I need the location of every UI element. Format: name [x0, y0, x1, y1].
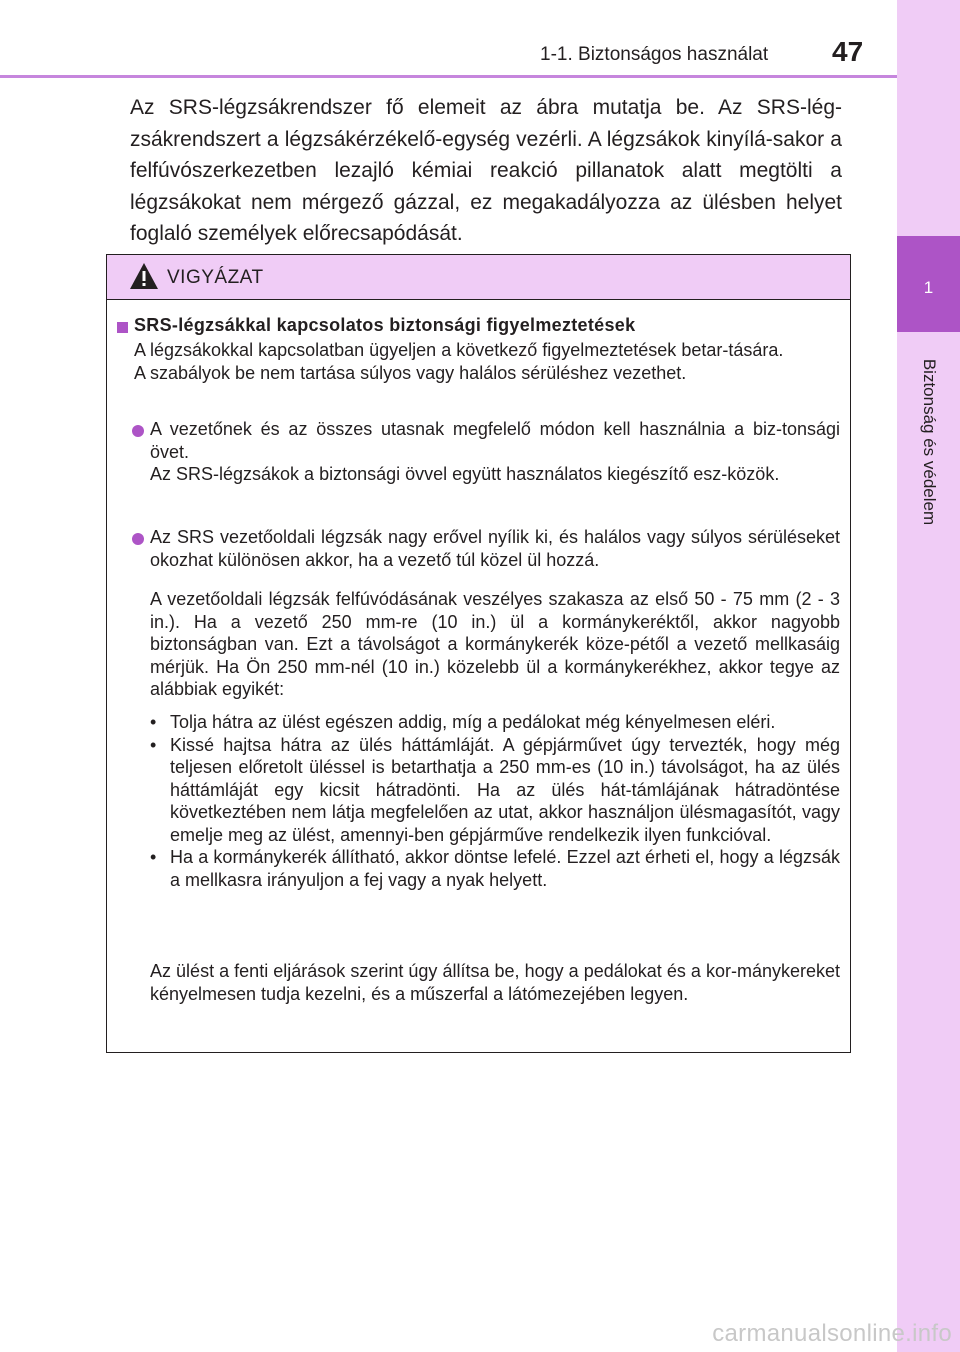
- warning-item: A vezetőnek és az összes utasnak megfelelő módon kell használnia a biz-tonsági övet. Az SRS-légzsákok a biztonsági övvel együtt használatos kiegészítő esz-közök.: [150, 419, 840, 484]
- chapter-title: Biztonság és védelem: [920, 358, 939, 526]
- circle-bullet-icon: [132, 425, 144, 437]
- warning-label: VIGYÁZAT: [167, 267, 264, 288]
- bullet-list: [150, 711, 840, 891]
- warning-item-detail: A vezetőoldali légzsák felfúvódásának veszélyes szakasza az első 50 - 75 mm (2 - 3 in.). Ha a vezető 250 mm-re (10 in.) ül a kormánykeréktől, akkor nagyobb biztonságban van. Ezt a távolságot a kormánykerék köze-pétől a vezető mellkasáig mérjük. Ha Ön 250 mm-nél (10 in.) közelebb ül a kormánykerékhez, akkor tegye az alábbiak egyikét:: [150, 589, 840, 699]
- warning-box: [106, 254, 851, 1053]
- warning-header: [107, 255, 850, 300]
- circle-bullet-icon: [132, 533, 144, 545]
- list-item: • Kissé hajtsa hátra az ülés háttámláját. A gépjárművet úgy tervezték, hogy még teljesen előretolt üléssel is betarthatja a 250 mm-es (10 in.) távolságot, ha az ülés háttámláját egy kicsit hátradönti. Ha az ülés hát-támlájának hátradöntése következtében nem látja megfelelően az utat, akkor használjon ülésmagasítót, vagy emelje meg az ülést, amennyi-ben gépjárműve rendelkezik ilyen funkcióval.: [150, 734, 840, 847]
- chapter-side-tab: [897, 0, 960, 1352]
- warning-closing: Az ülést a fenti eljárások szerint úgy állítsa be, hogy a pedálokat és a kor-mánykereket kényelmesen tudja kezelni, és a műszerfal a látómezejében legyen.: [150, 961, 840, 1004]
- list-item: • Ha a kormánykerék állítható, akkor döntse lefelé. Ezzel azt érheti el, hogy a légzsák a mellkasra irányuljon a fej vagy a nyak helyett.: [150, 846, 840, 891]
- page-number: 47: [832, 36, 864, 67]
- square-bullet-icon: [117, 322, 128, 333]
- chapter-number: 1: [923, 278, 934, 297]
- list-item: • Tolja hátra az ülést egészen addig, míg a pedálokat még kényelmesen eléri.: [150, 711, 840, 734]
- warning-triangle-icon: [129, 262, 159, 290]
- warning-item: Az SRS vezetőoldali légzsák nagy erővel nyílik ki, és halálos vagy súlyos sérüléseket okozhat különösen akkor, ha a vezető túl közel ül hozzá.: [150, 527, 840, 570]
- chapter-number-box: [897, 236, 960, 332]
- watermark: carmanualsonline.info: [712, 1320, 952, 1347]
- header-divider: [0, 75, 897, 78]
- section-title: 1-1. Biztonságos használat: [540, 44, 769, 65]
- warning-heading: SRS-légzsákkal kapcsolatos biztonsági figyelmeztetések: [134, 315, 636, 335]
- warning-intro: A légzsákokkal kapcsolatban ügyeljen a következő figyelmeztetések betar-tására. A szabályok be nem tartása súlyos vagy halálos sérüléshez vezethet.: [134, 340, 784, 383]
- intro-paragraph: Az SRS-légzsákrendszer fő elemeit az ábra mutatja be. Az SRS-lég-zsákrendszert a légzsákérzékelő-egység vezérli. A légzsákok kinyílá-sakor a felfúvószerkezetben lezajló kémiai reakció pillanatok alatt megtölti a légzsákokat nem mérgező gázzal, ez megakadályozza az ülésben helyet foglaló személyek előrecsapódását.: [130, 96, 842, 245]
